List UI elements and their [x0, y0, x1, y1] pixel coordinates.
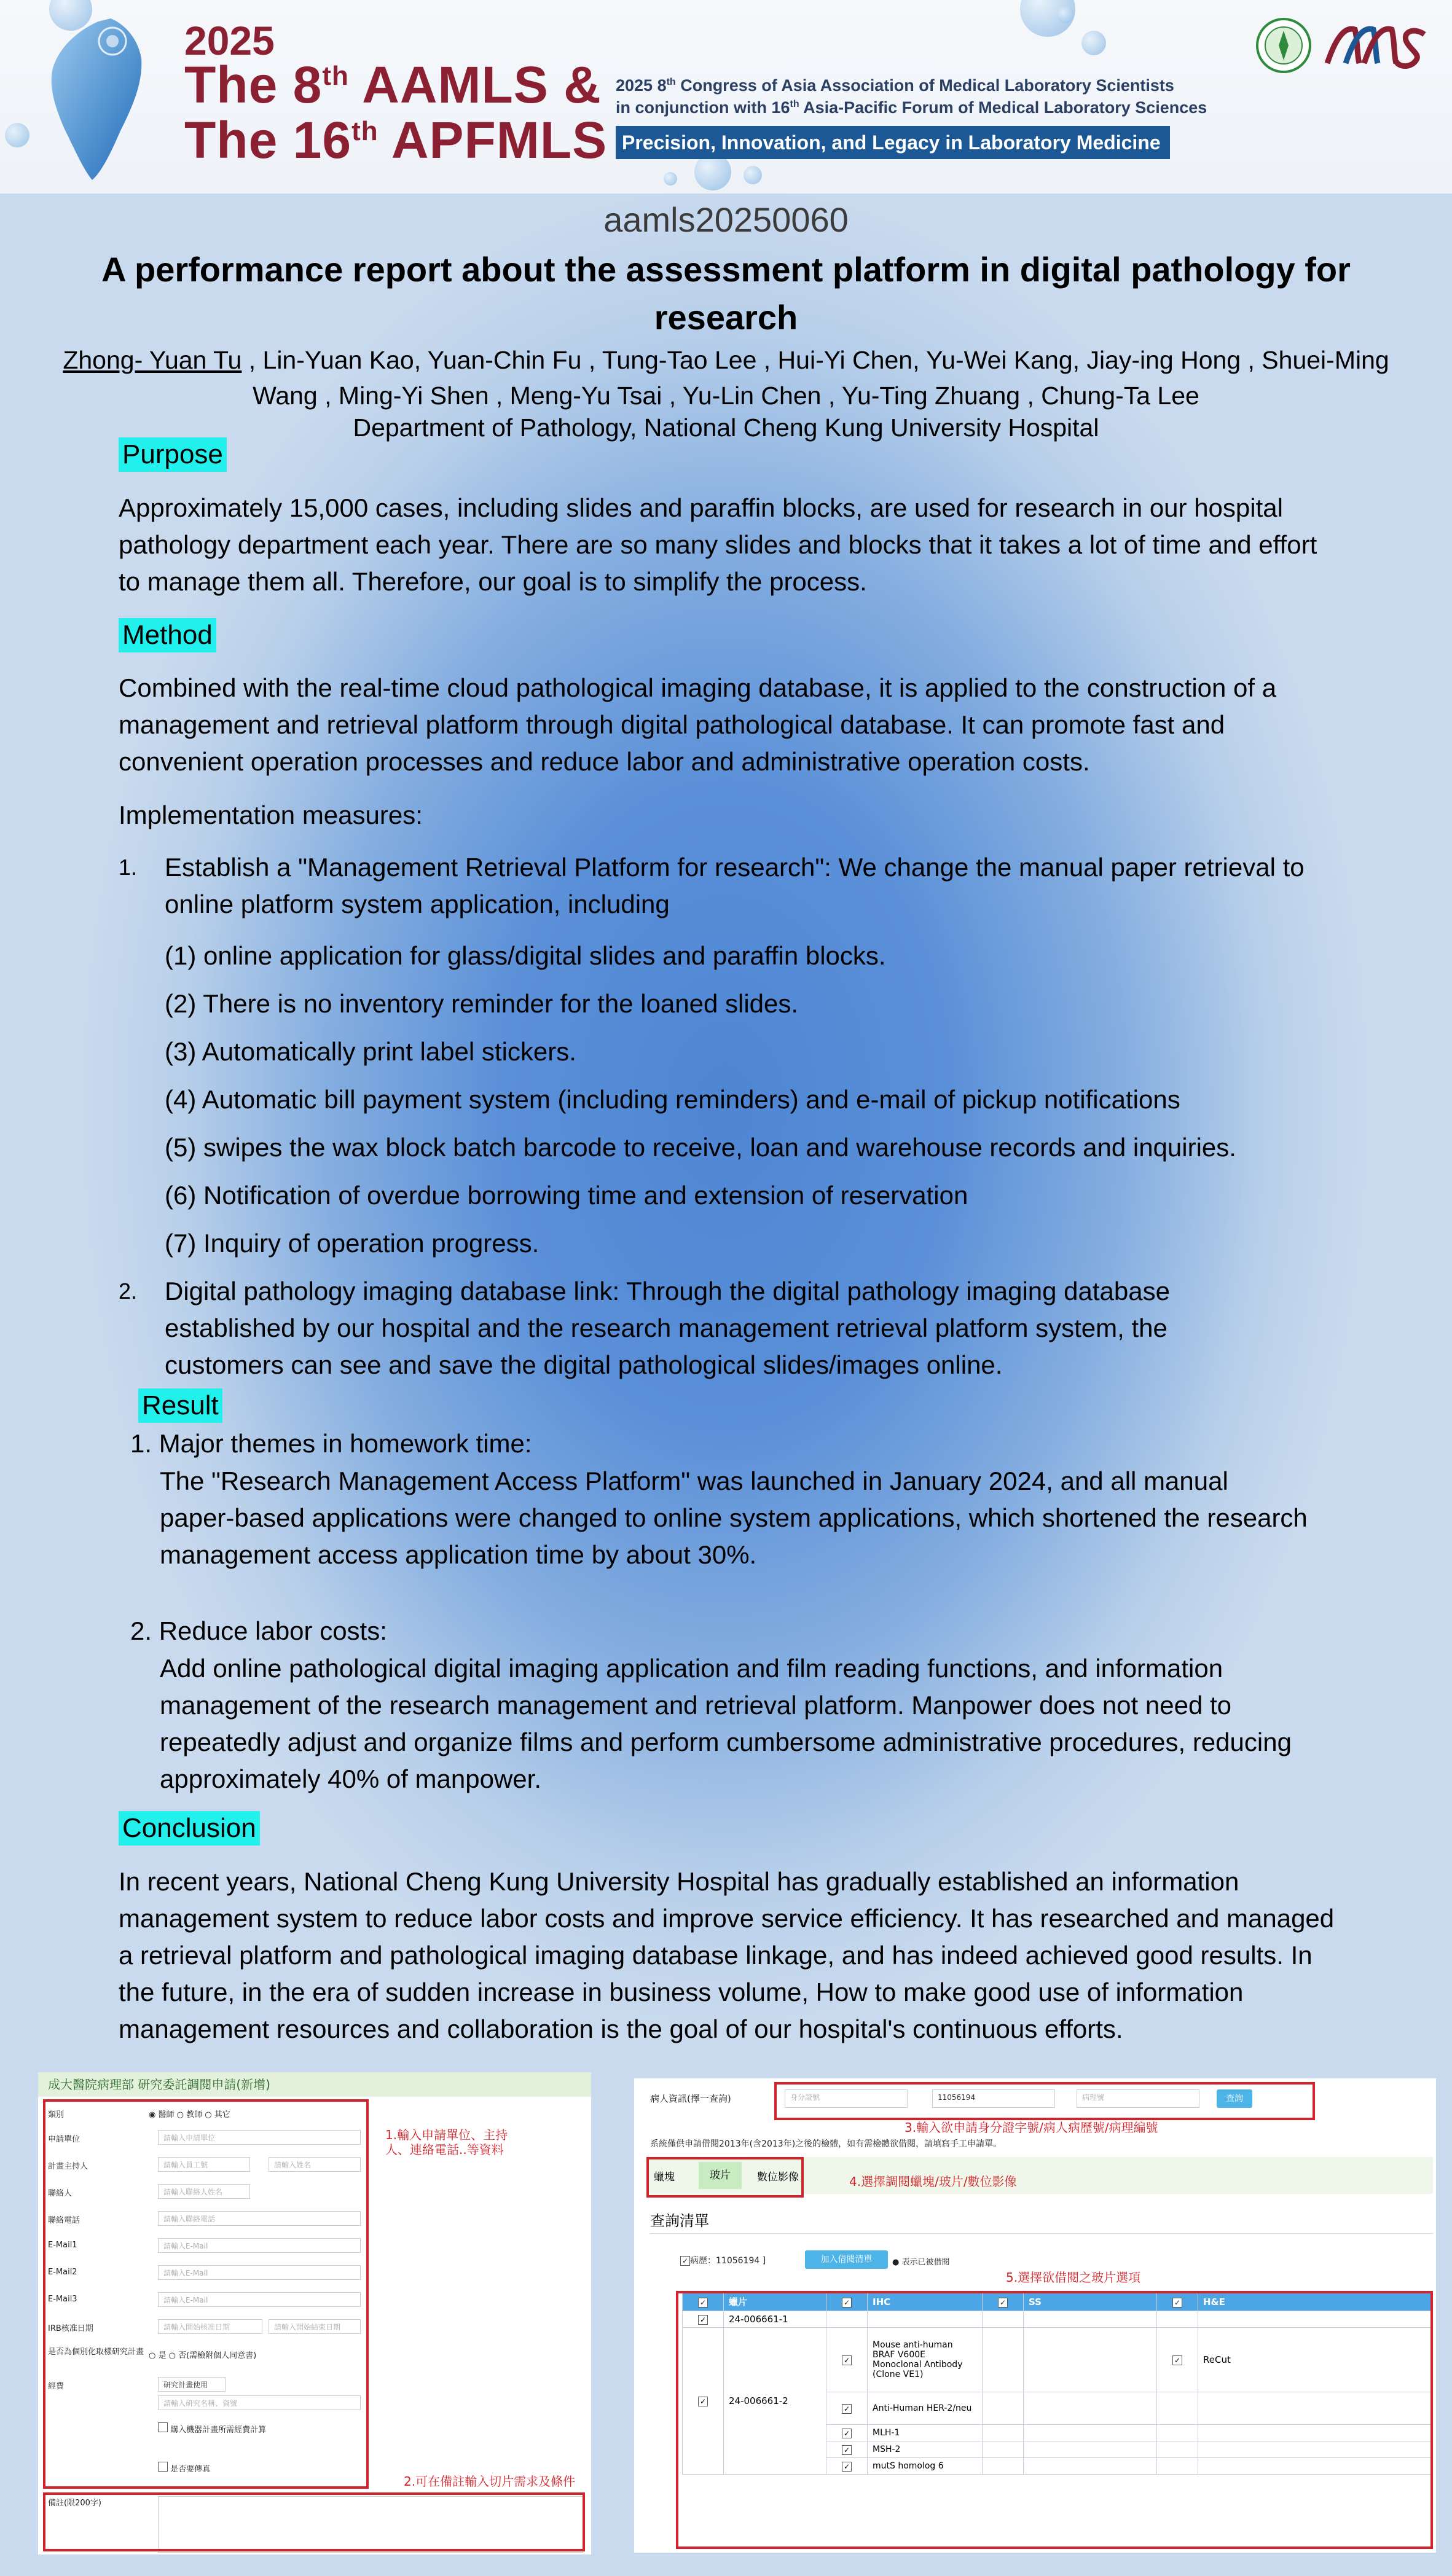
field-label-funding: 經費: [48, 2382, 65, 2391]
field-label-email1: E-Mail1: [48, 2241, 77, 2250]
row2-slide-id: 24-006661-2: [724, 2328, 826, 2475]
ihc-item-2: Anti-Human HER-2/neu: [868, 2392, 983, 2425]
funding-select[interactable]: 研究計畫使用: [158, 2377, 226, 2392]
ihc-item-4: MSH-2: [868, 2441, 983, 2458]
application-form-screenshot: [38, 2072, 591, 2554]
list-title: 查詢清單: [650, 2212, 709, 2230]
id-number-input[interactable]: 身分證號: [785, 2089, 908, 2108]
header-slide: 蠟片: [724, 2293, 826, 2311]
conclusion-text: In recent years, National Cheng Kung University Hospital has gradually established an information management system to reduce labor costs and improve service efficiency. It has researched and managed a retrieval platform and pathological imaging database linkage, and has indeed achieved good results. In the future, in the era of sudden increase in business volume, How to make good use of information management resources and collaboration is the goal of our hospital's continuous efforts.: [119, 1867, 1335, 2043]
header-check-1[interactable]: ✓: [683, 2293, 724, 2311]
email2-input[interactable]: 請輸入E-Mail: [158, 2265, 361, 2280]
form-header: 成大醫院病理部 研究委託調閱申請(新增): [38, 2072, 591, 2097]
field-label-individual: 是否為個別化取樣研究計畫: [48, 2347, 144, 2357]
field-label-email3: E-Mail3: [48, 2295, 77, 2304]
ihc-checkbox-4[interactable]: ✓: [826, 2441, 868, 2458]
info-notice: 系統僅供申請借閱2013年(含2013年)之後的檢體，如有需檢體欲借閱，請填寫手工申請單。: [650, 2139, 1002, 2149]
header-check-3[interactable]: ✓: [983, 2293, 1024, 2311]
add-to-list-button[interactable]: 加入借閱清單: [805, 2250, 888, 2269]
phone-input[interactable]: 請輸入聯絡電話: [158, 2211, 361, 2226]
purpose-text: Approximately 15,000 cases, including slides and paraffin blocks, are used for research in our hospital pathology department each year. There are so many slides and blocks that it takes a lot of time and effort to manage them all. Therefore, our goal is to simplify the process.: [119, 493, 1317, 596]
affiliation: Department of Pathology, National Cheng Kung University Hospital: [353, 413, 1099, 442]
header-ss: SS: [1024, 2293, 1157, 2311]
author-list: [37, 342, 1415, 413]
taiwan-map-icon: [40, 15, 147, 181]
method-subitem-1: (1) online application for glass/digital slides and paraffin blocks.: [165, 941, 886, 970]
field-label-remarks: 備註(限200字): [48, 2499, 101, 2508]
field-label-email2: E-Mail2: [48, 2268, 77, 2277]
measures-label: Implementation measures:: [119, 801, 423, 829]
method-subitem-7: (7) Inquiry of operation progress.: [165, 1229, 540, 1258]
field-label-unit: 申請單位: [48, 2135, 80, 2144]
annotation-box-1: [43, 2099, 369, 2489]
annotation-note-2: 2.可在備註輸入切片需求及條件: [404, 2474, 576, 2489]
list-divider: [650, 2233, 1434, 2234]
ihc-checkbox-3[interactable]: ✓: [826, 2425, 868, 2441]
fax-checkbox-row[interactable]: 是否要傳真: [158, 2462, 210, 2474]
method-subitem-3: (3) Automatically print label stickers.: [165, 1037, 576, 1066]
irb-start-input[interactable]: 請輸入開始核准日期: [158, 2319, 262, 2334]
individual-radio-group[interactable]: ○ 是 ○ 否(需檢附個人同意書): [149, 2351, 257, 2360]
poster-title: A performance report about the assessment platform in digital pathology for research: [101, 250, 1351, 337]
poster-code: aamls20250060: [603, 200, 849, 239]
unit-input[interactable]: 請輸入申請單位: [158, 2130, 361, 2145]
field-label-irb: IRB核准日期: [48, 2324, 93, 2333]
pi-name-input[interactable]: 請輸入姓名: [269, 2157, 361, 2172]
method-item2-text: Digital pathology imaging database link: Through the digital pathology imaging database established by our hospital and the research management retrieval platform system, the customers can see and save the digital pathological slides/images online.: [165, 1277, 1170, 1379]
chart-number-input[interactable]: 11056194: [932, 2089, 1055, 2108]
ihc-item-1: Mouse anti-human BRAF V600E Monoclonal Antibody (Clone VE1): [868, 2328, 983, 2392]
aams-logo-icon: [1321, 17, 1432, 74]
result-2-text: Add online pathological digital imaging application and film reading functions, and information management of the research management and retrieval platform. Manpower does not need to repeatedly adjust and organize films and perform cumbersome administrative procedures, reducing approximately 40% of manpower.: [160, 1654, 1292, 1793]
search-platform-screenshot: [634, 2078, 1436, 2553]
field-label-pi: 計畫主持人: [48, 2162, 88, 2171]
method-subitem-6: (6) Notification of overdue borrowing time and extension of reservation: [165, 1181, 968, 1210]
pi-id-input[interactable]: 請輸入員工號: [158, 2157, 250, 2172]
method-text: Combined with the real-time cloud pathological imaging database, it is applied to the construction of a management and retrieval platform through digital pathological database. It can promote fast and convenient operation processes and reduce labor and administrative operation costs.: [119, 673, 1277, 776]
annotation-note-1: 1.輸入申請單位、主持人、連絡電話..等資料: [385, 2128, 508, 2157]
pathology-number-input[interactable]: 病理號: [1077, 2089, 1199, 2108]
contact-input[interactable]: 請輸入聯絡人姓名: [158, 2184, 250, 2199]
annotation-note-4: 4.選擇調閱蠟塊/玻片/數位影像: [849, 2174, 1017, 2189]
annotation-box-2: [43, 2492, 585, 2551]
irb-end-input[interactable]: 請輸入開始結束日期: [269, 2319, 361, 2334]
co-authors: , Lin-Yuan Kao, Yuan-Chin Fu , Tung-Tao Lee , Hui-Yi Chen, Yu-Wei Kang, Jiay-ing Hong , Shuei-Ming Wang , Ming-Yi Shen , Meng-Yu Tsai , Yu-Lin Chen , Yu-Ting Zhuang , Chung-Ta Lee: [241, 346, 1389, 410]
header-check-4[interactable]: ✓: [1157, 2293, 1198, 2311]
tab-slides[interactable]: 玻片: [699, 2162, 742, 2189]
result-2-title: 2. Reduce labor costs:: [130, 1616, 387, 1645]
ihc-checkbox-1[interactable]: ✓: [826, 2328, 868, 2392]
tab-blocks[interactable]: 蠟塊: [654, 2171, 675, 2183]
method-subitem-4: (4) Automatic bill payment system (including reminders) and e-mail of pickup notifications: [165, 1085, 1180, 1114]
header-ihc: IHC: [868, 2293, 983, 2311]
chart-checkbox-row[interactable]: ✓ 病歷：11056194 ]: [680, 2254, 766, 2266]
banner-year: 2025: [184, 18, 275, 63]
chart-checkbox[interactable]: ✓: [680, 2256, 690, 2266]
purchase-checkbox-row[interactable]: 購入機器計畫所需經費計算: [158, 2422, 266, 2435]
method-subitem-2: (2) There is no inventory reminder for the loaned slides.: [165, 989, 799, 1018]
he-checkbox[interactable]: ✓: [1157, 2328, 1198, 2392]
funding-input[interactable]: 請輸入研究名稱、資號: [158, 2395, 361, 2410]
result-heading: Result: [138, 1388, 222, 1423]
annotation-note-3: 3.輸入欲申請身分證字號/病人病歷號/病理編號: [905, 2120, 1158, 2135]
field-label-contact: 聯絡人: [48, 2189, 73, 2198]
ihc-item-3: MLH-1: [868, 2425, 983, 2441]
header-check-2[interactable]: ✓: [826, 2293, 868, 2311]
email1-input[interactable]: 請輸入E-Mail: [158, 2238, 361, 2253]
method-item1-number: 1.: [119, 855, 138, 880]
field-label-phone: 聯絡電話: [48, 2216, 80, 2225]
he-value: ReCut: [1198, 2328, 1432, 2392]
ihc-checkbox-2[interactable]: ✓: [826, 2392, 868, 2425]
method-heading: Method: [119, 618, 216, 652]
row1-slide-id: 24-006661-1: [724, 2311, 826, 2328]
purpose-heading: Purpose: [119, 437, 227, 472]
email3-input[interactable]: 請輸入E-Mail: [158, 2292, 361, 2307]
conclusion-heading: Conclusion: [119, 1811, 260, 1846]
tab-digital-images[interactable]: 數位影像: [757, 2171, 799, 2183]
patient-info-label: 病人資訊(擇一查詢): [650, 2093, 731, 2104]
row2-checkbox[interactable]: ✓: [683, 2328, 724, 2475]
ihc-item-5: mutS homolog 6: [868, 2458, 983, 2475]
conference-banner: [0, 0, 1452, 194]
borrowed-legend: ● 表示已被借閱: [892, 2258, 950, 2267]
header-he: H&E: [1198, 2293, 1432, 2311]
ihc-checkbox-5[interactable]: ✓: [826, 2458, 868, 2475]
annotation-box-5: [676, 2291, 1433, 2549]
banner-title-line2: The 16th APFMLS: [184, 111, 608, 169]
first-author: Zhong- Yuan Tu: [63, 346, 242, 374]
method-item1-text: Establish a "Management Retrieval Platform for research": We change the manual paper retrieval to online platform system application, including: [165, 853, 1305, 918]
category-radio-group[interactable]: ◉ 醫師 ○ 教師 ○ 其它: [149, 2110, 230, 2120]
method-subitem-5: (5) swipes the wax block batch barcode to receive, loan and warehouse records and inquiries.: [165, 1133, 1236, 1162]
banner-title-line1: The 8th AAMLS &: [184, 56, 602, 114]
banner-subtitle-1: 2025 8th Congress of Asia Association of Medical Laboratory Scientists: [616, 76, 1174, 95]
banner-subtitle-2: in conjunction with 16th Asia-Pacific Forum of Medical Laboratory Sciences: [616, 98, 1207, 117]
annotation-box-3: [774, 2082, 1315, 2120]
result-1-text: The "Research Management Access Platform" was launched in January 2024, and all manual paper-based applications were changed to online system applications, which shortened the research management access application time by about 30%.: [160, 1466, 1308, 1569]
annotation-box-4: [646, 2157, 804, 2198]
search-button[interactable]: 查詢: [1217, 2089, 1252, 2108]
row1-checkbox[interactable]: ✓: [683, 2311, 724, 2328]
annotation-note-5: 5.選擇欲借閱之玻片選項: [1006, 2270, 1141, 2285]
banner-tagline: Precision, Innovation, and Legacy in Laboratory Medicine: [616, 126, 1170, 159]
association-seal-icon: [1255, 17, 1312, 74]
result-1-title: 1. Major themes in homework time:: [130, 1429, 532, 1458]
field-label-category: 類別: [48, 2110, 65, 2120]
method-item2-number: 2.: [119, 1278, 138, 1304]
